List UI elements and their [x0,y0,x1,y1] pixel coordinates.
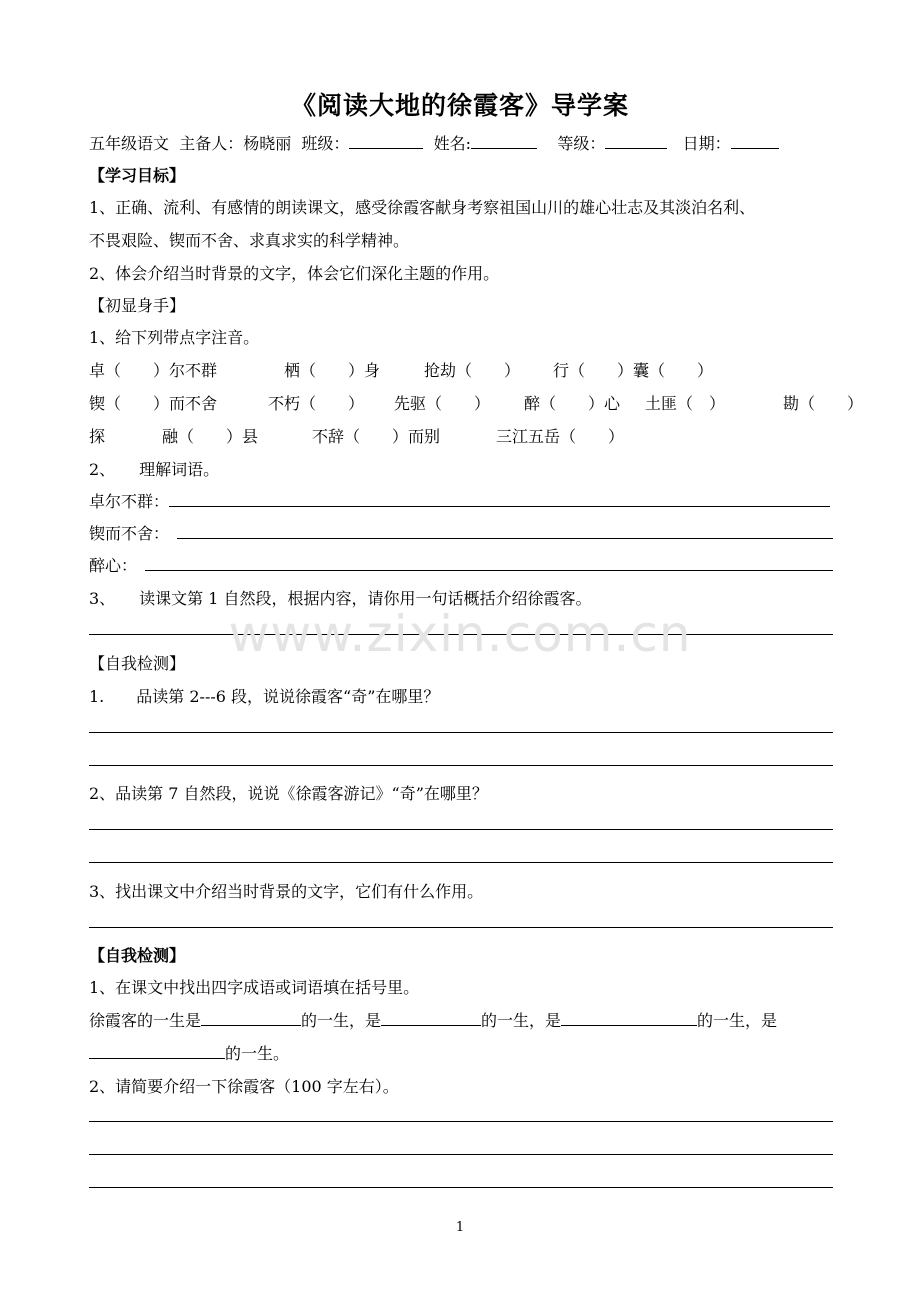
fill-text: 徐霞客的一生是 [89,1011,202,1030]
check-q2: 2、品读第 7 自然段，说说《徐霞客游记》“奇”在哪里？ [89,784,488,803]
pinyin-item: 锲（ ）而不舍 [89,394,218,413]
fill-text: 的一生，是 [301,1011,382,1030]
answer-line[interactable] [89,765,833,766]
check-q3: 3、找出课文中介绍当时背景的文字，它们有什么作用。 [89,882,484,901]
pinyin-item: 不辞（ ）而别 [312,427,441,446]
pinyin-item: 卓（ ）尔不群 [89,361,218,380]
term-label: 锲而不舍： [89,524,170,543]
pinyin-item: 不朽（ ） [268,394,365,413]
header-line [89,131,779,154]
check-q1: 1. 品读第 2---6 段，说说徐霞客“奇”在哪里？ [89,687,440,706]
answer-line[interactable] [89,1121,833,1122]
section-selfcheck: 【自我检测】 [89,946,186,965]
fill-sentence [89,1008,777,1031]
answer-line[interactable] [89,829,833,830]
class-label: 班级： [301,134,350,153]
fill-sentence-cont [89,1041,289,1064]
pinyin-item: 先驱（ ） [394,394,491,413]
goal-line-3: 2、体会介绍当时背景的文字，体会它们深化主题的作用。 [89,264,500,283]
goal-line-1: 1、正确、流利、有感情的朗读课文，感受徐霞客献身考察祖国山川的雄心壮志及其淡泊名利、 [89,198,756,217]
pinyin-item: 栖（ ）身 [284,361,381,380]
grade-subject: 五年级语文 [89,134,170,153]
warmup-q1: 1、给下列带点字注音。 [89,328,260,347]
answer-line[interactable] [89,1154,833,1155]
preparer: 主备人：杨晓丽 [179,134,292,153]
watermark: www.zixin.com.cn [228,605,692,663]
warmup-q3: 3、 读课文第 1 自然段，根据内容，请你用一句话概括介绍徐霞客。 [89,589,592,608]
fill-blank[interactable] [561,1009,697,1026]
date-label: 日期： [682,134,731,153]
term-label: 醉心： [89,556,138,575]
section-goals: 【学习目标】 [89,166,186,185]
pinyin-item: 融（ ）县 [162,427,259,446]
fill-text: 的一生，是 [481,1011,562,1030]
check2-q2: 2、请简要介绍一下徐霞客（100 字左右）。 [89,1077,399,1096]
level-label: 等级： [557,134,606,153]
answer-line[interactable] [89,927,833,928]
warmup-q2: 2、 理解词语。 [89,460,220,479]
answer-line[interactable] [89,862,833,863]
pinyin-item: 三江五岳（ ） [496,427,625,446]
level-blank[interactable] [605,132,667,149]
pinyin-item: 土匪（ ） [645,394,726,413]
page-title: 《阅读大地的徐霞客》导学案 [290,91,629,120]
name-blank[interactable] [471,132,537,149]
pinyin-item: 醉（ ）心 [524,394,621,413]
date-blank[interactable] [731,132,779,149]
name-label: 姓名: [433,134,471,153]
fill-text: 的一生。 [225,1044,290,1063]
section-selfcheck: 【自我检测】 [89,654,186,673]
answer-line[interactable] [145,570,833,571]
check2-q1: 1、在课文中找出四字成语或词语填在括号里。 [89,978,420,997]
pinyin-item: 探 [89,427,106,446]
answer-line[interactable] [89,732,833,733]
class-blank[interactable] [349,132,423,149]
term-label: 卓尔不群： [89,492,170,511]
page-number: 1 [455,1220,465,1235]
fill-blank[interactable] [381,1009,481,1026]
fill-blank[interactable] [201,1009,301,1026]
answer-line[interactable] [89,1187,833,1188]
answer-line[interactable] [169,506,830,507]
fill-blank[interactable] [89,1042,225,1059]
fill-text: 的一生，是 [697,1011,778,1030]
answer-line[interactable] [177,538,833,539]
pinyin-item: 抢劫（ ） [424,361,521,380]
pinyin-item: 行（ ）囊（ ） [553,361,714,380]
goal-line-2: 不畏艰险、锲而不舍、求真求实的科学精神。 [89,231,410,250]
section-warmup: 【初显身手】 [89,296,186,315]
pinyin-item: 勘（ ） [783,394,864,413]
